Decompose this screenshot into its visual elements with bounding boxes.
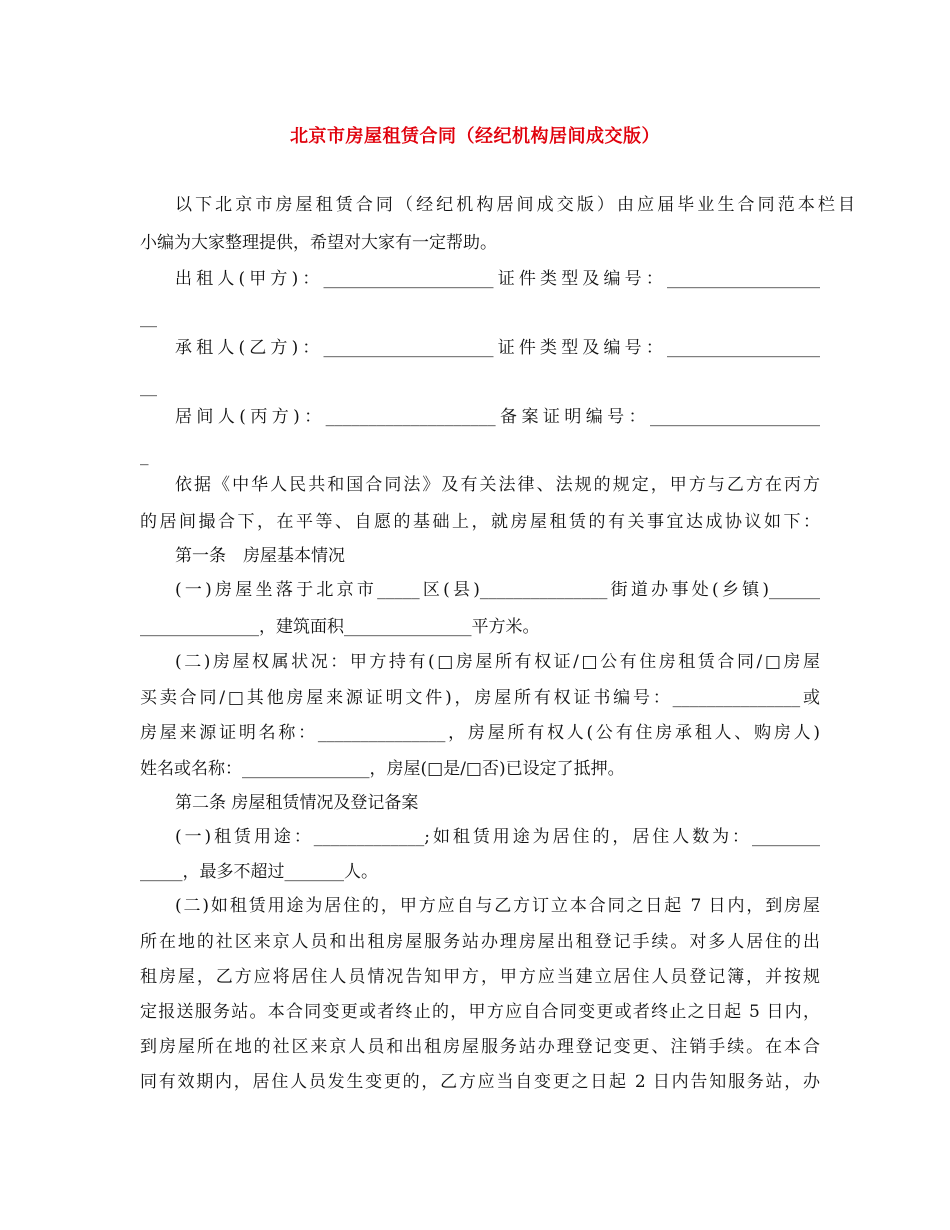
- paragraph-line: 租房屋，乙方应将居住人员情况告知甲方，甲方应当建立居住人员登记簿，并按规: [140, 967, 820, 987]
- party-c-continuation: _: [140, 446, 149, 466]
- paragraph-line: (二)如租赁用途为居住的，甲方应自与乙方订立本合同之日起 7 日内，到房屋: [175, 896, 820, 916]
- party-b-continuation: __: [140, 377, 157, 397]
- party-c-line: 居间人(丙方)：____________________备案证明编号：____________________: [175, 407, 820, 427]
- paragraph-line: 小编为大家整理提供，希望对大家有一定帮助。: [140, 233, 497, 253]
- paragraph-line: 所在地的社区来京人员和出租房屋服务站办理房屋出租登记手续。对多人居住的出: [140, 932, 820, 952]
- article-heading: 第一条 房屋基本情况: [175, 546, 345, 566]
- paragraph-line: 同有效期内，居住人员发生变更的，乙方应当自变更之日起 2 日内告知服务站，办: [140, 1072, 820, 1092]
- document-title: 北京市房屋租赁合同（经纪机构居间成交版）: [290, 126, 660, 147]
- paragraph-line: (二)房屋权属状况：甲方持有(□房屋所有权证/□公有住房租赁合同/□房屋: [175, 652, 820, 672]
- paragraph-line: 以下北京市房屋租赁合同（经纪机构居间成交版）由应届毕业生合同范本栏目: [175, 195, 855, 215]
- article-heading: 第二条 房屋租赁情况及登记备案: [175, 793, 419, 813]
- party-b-line: 承租人(乙方)：____________________证件类型及编号：__________________: [175, 338, 820, 358]
- paragraph-line: 的居间撮合下，在平等、自愿的基础上，就房屋租赁的有关事宜达成协议如下：: [140, 512, 820, 532]
- paragraph-line: 到房屋所在地的社区来京人员和出租房屋服务站办理登记变更、注销手续。在本合: [140, 1037, 820, 1057]
- paragraph-line: 姓名或名称：_______________，房屋(□是/□否)已设定了抵押。: [140, 759, 625, 779]
- paragraph-line: (一)租赁用途：_____________;如租赁用途为居住的，居住人数为：________: [175, 827, 820, 847]
- paragraph-line: 依据《中华人民共和国合同法》及有关法律、法规的规定，甲方与乙方在丙方: [175, 475, 820, 495]
- paragraph-line: 房屋来源证明名称：_______________，房屋所有权人(公有住房承租人、购房人): [140, 723, 820, 743]
- paragraph-line: 买卖合同/□其他房屋来源证明文件)，房屋所有权证书编号：_______________或: [140, 688, 820, 708]
- paragraph-line: 定报送服务站。本合同变更或者终止的，甲方应自合同变更或者终止之日起 5 日内，: [140, 1002, 820, 1022]
- paragraph-line: (一)房屋坐落于北京市_____区(县)_______________街道办事处(乡镇)______: [175, 580, 820, 600]
- party-a-line: 出租人(甲方)：____________________证件类型及编号：__________________: [175, 269, 820, 289]
- party-a-continuation: __: [140, 308, 157, 328]
- paragraph-line: ______________，建筑面积_______________平方米。: [140, 617, 540, 637]
- paragraph-line: _____，最多不超过_______人。: [140, 862, 378, 882]
